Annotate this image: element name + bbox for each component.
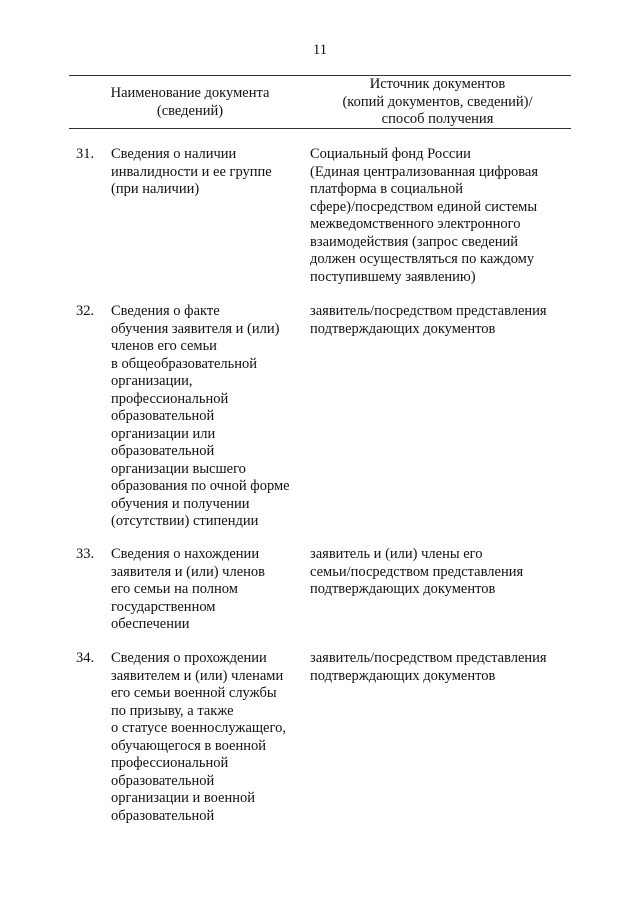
- table-header-rule: [69, 128, 571, 129]
- row-document-name: Сведения о наличии инвалидности и ее группе (при наличии): [111, 146, 272, 197]
- row-number: 32.: [76, 303, 95, 319]
- row-document-source: заявитель/посредством представления подтверждающих документов: [310, 650, 547, 684]
- row-number: 31.: [76, 146, 95, 162]
- row-document-source: заявитель и (или) члены его семьи/посредством представления подтверждающих документов: [310, 546, 524, 597]
- page-number: 11: [313, 42, 327, 58]
- row-document-source: заявитель/посредством представления подтверждающих документов: [310, 303, 547, 337]
- row-document-name: Сведения о нахождении заявителя и (или) членов его семьи на полном государственном обеспечении: [111, 546, 265, 632]
- row-document-source: Социальный фонд России (Единая централизованная цифровая платформа в социальной сфере)/посредством единой системы межведомственного электронного взаимодействия (запрос сведений должен осуществляться по каждому поступившему заявлению): [310, 146, 538, 285]
- row-document-name: Сведения о факте обучения заявителя и (или) членов его семьи в общеобразовательной организации, профессиональной образовательной организации или образовательной организации высшего образования по очной форме обучения и получении (отсутствии) стипендии: [111, 303, 290, 529]
- row-number: 33.: [76, 546, 95, 562]
- row-number: 34.: [76, 650, 95, 666]
- column-header-document-source: Источник документов (копий документов, сведений)/ способ получения: [342, 76, 533, 127]
- row-document-name: Сведения о прохождении заявителем и (или) членами его семьи военной службы по призыву, а также о статусе военнослужащего, обучающегося в военной профессиональной образовательной организации и военной образовательной: [111, 650, 286, 824]
- column-header-document-name: Наименование документа (сведений): [110, 85, 270, 119]
